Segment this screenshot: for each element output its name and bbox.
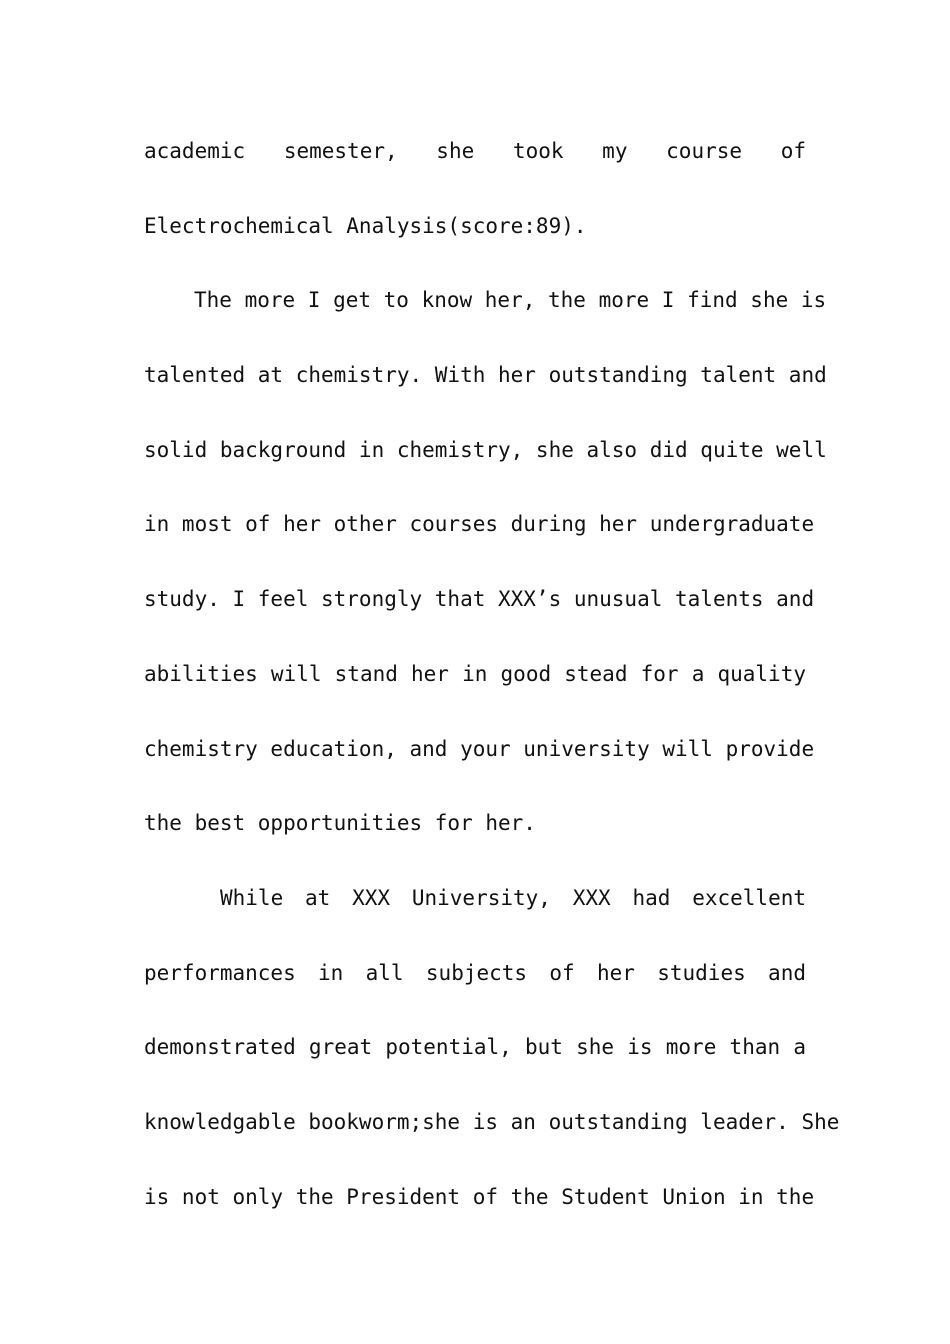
line-text: is not only the President of the Student Union in the: [144, 1184, 815, 1209]
text-line: [144, 936, 806, 1011]
line-text: the best opportunities for her.: [144, 811, 536, 836]
line-text: study. I feel strongly that XXX’s unusual talents and: [144, 587, 815, 612]
letter-body: [144, 114, 840, 1234]
text-line: [144, 1160, 815, 1235]
text-line: [144, 786, 806, 861]
line-text: solid background in chemistry, she also did quite well: [144, 437, 827, 462]
line-text: While at XXX University, XXX had excellent: [220, 885, 806, 910]
line-text: in most of her other courses during her undergraduate: [144, 512, 815, 537]
text-line: [144, 861, 806, 936]
text-line: [144, 562, 815, 637]
line-text: talented at chemistry. With her outstanding talent and: [144, 363, 827, 388]
line-text: abilities will stand her in good stead for a quality: [144, 661, 806, 686]
text-line: [144, 1085, 840, 1160]
line-text: Electrochemical Analysis(score:89).: [144, 213, 587, 238]
text-line: [144, 413, 827, 488]
line-text: demonstrated great potential, but she is more than a: [144, 1035, 806, 1060]
line-text: chemistry education, and your university will provide: [144, 736, 815, 761]
text-line: [144, 338, 827, 413]
text-line: [144, 263, 827, 338]
line-text: knowledgable bookworm;she is an outstanding leader. She: [144, 1109, 840, 1134]
text-line: [144, 487, 815, 562]
line-text: academic semester, she took my course of: [144, 139, 806, 163]
text-line: [144, 189, 806, 264]
text-line: [144, 712, 815, 787]
text-line: [144, 637, 806, 712]
text-line: [144, 114, 806, 189]
text-line: [144, 1010, 806, 1085]
line-text: performances in all subjects of her studies and: [144, 960, 806, 985]
line-text: The more I get to know her, the more I find she is: [194, 288, 827, 313]
